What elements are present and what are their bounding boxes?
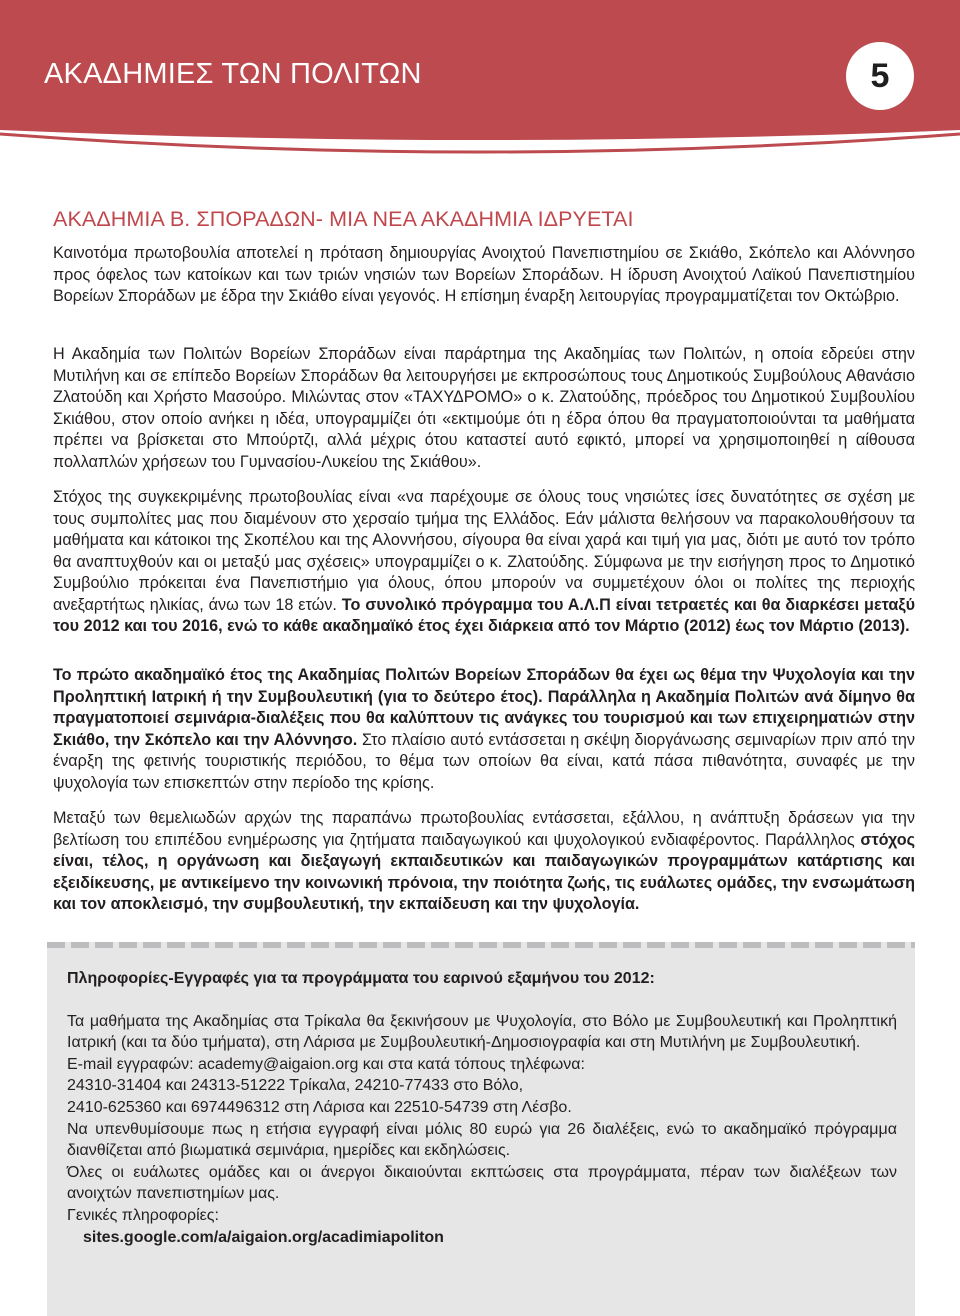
paragraph-goal [53,487,915,638]
page-header [0,0,960,156]
website-link[interactable]: sites.google.com/a/aigaion.org/acadimiapoliton [83,1228,444,1246]
article-title: ΑΚΑΔΗΜΙΑ Β. ΣΠΟΡΑΔΩΝ- ΜΙΑ ΝΕΑ ΑΚΑΔΗΜΙΑ ΙΔΡΥΕΤΑΙ [53,207,634,231]
info-heading: Πληροφορίες-Εγγραφές για τα προγράμματα του εαρινού εξαμήνου του 2012: [67,970,655,987]
info-line-general: Γενικές πληροφορίες: [67,1206,219,1224]
paragraph-first-year [53,665,915,794]
paragraph-principles [53,808,915,916]
paragraph-intro: Καινοτόμα πρωτοβουλία αποτελεί η πρόταση δημιουργίας Ανοιχτού Πανεπιστημίου σε Σκιάθο, Σκόπελο και Αλόννησο προς όφελος των κατοίκων και των τριών νησιών των Βορείων Σποράδων. Η ίδρυση Ανοιχτού Λαϊκού Πανεπιστημίου Βορείων Σποράδων με έδρα την Σκιάθο είναι γεγονός. Η επίσημη έναρξη λειτουργίας προγραμματίζεται τον Οκτώβριο. [53,244,915,305]
paragraph-principles-bold: στόχος είναι, τέλος, η οργάνωση και διεξαγωγή εκπαιδευτικών και παιδαγωγικών προγραμμάτων κατάρτισης και εξειδίκευσης, με αντικείμενο την κοινωνική πρόνοια, την ποιότητα ζωής, τις ευάλωτες ομάδες, την ενσωμάτωση και τον αποκλεισμό, την συμβουλευτική, την εκπαίδευση και την ψυχολογία. [53,830,916,913]
paragraph-academy: Η Ακαδημία των Πολιτών Βορείων Σποράδων είναι παράρτημα της Ακαδημίας των Πολιτών, η οποία εδρεύει στην Μυτιλήνη και σε επίπεδο Βορείων Σποράδων θα λειτουργήσει με εκπροσώπους τους Δημοτικούς Συμβούλους Αθανάσιο Ζλατούδη και Χρήστο Μασούρο. Μιλώντας στον «ΤΑΧΥΔΡΟΜΟ» ο κ. Ζλατούδης, πρόεδρος του Δημοτικού Συμβουλίου Σκιάθου, στον οποίο ανήκει η ιδέα, υπογραμμίζει ότι «εκτιμούμε ότι η έδρα όπου θα πραγματοποιούνται τα μαθήματα πρέπει να βρίσκεται στο Μπούρτζι, αλλά μέχρις ότου καταστεί αυτό εφικτό, μπορεί να χρησιμοποιηθεί η αίθουσα πολλαπλών χρήσεων του Γυμνασίου-Λυκείου της Σκιάθου». [53,345,915,471]
info-line-phones-2: 2410-625360 και 6974496312 στη Λάρισα και 22510-54739 στη Λέσβο. [67,1098,572,1116]
info-line-courses: Τα μαθήματα της Ακαδημίας στα Τρίκαλα θα ξεκινήσουν με Ψυχολογία, στο Βόλο με Συμβουλευτική και Προληπτική Ιατρική (και τα δύο τμήματα), στη Λάρισα με Συμβουλευτική-Δημοσιογραφία και στη Μυτιλήνη με Συμβουλευτική. [67,1012,897,1052]
info-line-phones-1: 24310-31404 και 24313-51222 Τρίκαλα, 24210-77433 στο Βόλο, [67,1077,524,1095]
info-box-content [67,968,897,1248]
info-line-email: E-mail εγγραφών: academy@aigaion.org και στα κατά τόπους τηλέφωνα: [67,1055,585,1073]
paragraph-first-year-bold: Το πρώτο ακαδημαϊκό έτος της Ακαδημίας Πολιτών Βορείων Σποράδων θα έχει ως θέμα την Ψυχολογία και την Προληπτική Ιατρική ή την Συμβουλευτική (για το δεύτερο έτος). Παράλληλα η Ακαδημία Πολιτών ανά δίμηνο θα πραγματοποιεί σεμινάρια-διαλέξεις που θα καλύπτουν τις ανάγκες του τουρισμού και των επιχειρηματιών στην Σκιάθο, την Σκόπελο και την Αλόννησο. [53,666,915,749]
page-number-badge: 5 [846,42,914,110]
paragraph-principles-text: Μεταξύ των θεμελιωδών αρχών της παραπάνω πρωτοβουλίας εντάσσεται, εξάλλου, η ανάπτυξη δράσεων για την βελτίωση του επιπέδου ενημέρωσης για ζητήματα παιδαγωγικού και ψυχολογικού ενδιαφέροντος. Παράλληλος [53,809,915,849]
paragraph-goal-text: Στόχος της συγκεκριμένης πρωτοβουλίας είναι «να παρέχουμε σε όλους τους νησιώτες ίσες δυνατότητες σε σχέση με τους συμπολίτες μας που διαμένουν στο χερσαίο τμήμα της Ελλάδος. Εάν μάλιστα θελήσουν να παρακολουθήσουν τα μαθήματα και κάτοικοι της Σκοπέλου και της Αλοννήσου, σίγουρα θα είναι χαρά και τιμή για μας, διότι με αυτό τον τρόπο θα αναπτυχθούν και οι μεταξύ μας σχέσεις» υπογραμμίζει ο κ. Ζλατούδης. Σύμφωνα με την εισήγηση προς το Δημοτικό Συμβούλιο πρόκειται ένα Πανεπιστήμιο για όλους, όπου μπορούν να συμμετέχουν όλοι οι πολίτες της περιοχής ανεξαρτήτως ηλικίας, άνω των 18 ετών. [53,488,915,614]
paragraph-first-year-text: Στο πλαίσιο αυτό εντάσσεται η σκέψη διοργάνωσης σεμιναρίων πριν από την έναρξη της φετινής τουριστικής περιόδου, το θέμα των οποίων θα είναι, κατά πάσα πιθανότητα, συναφές με την ψυχολογία των επισκεπτών στην περίοδο της κρίσης. [53,730,915,792]
paragraph-goal-bold: Το συνολικό πρόγραμμα του Α.Λ.Π είναι τετραετές και θα διαρκέσει μεταξύ του 2012 και του 2016, ενώ το κάθε ακαδημαϊκό έτος έχει διάρκεια από τον Μάρτιο (2012) έως τον Μάρτιο (2013). [53,595,915,635]
info-box [47,942,915,1316]
section-title: ΑΚΑΔΗΜΙΕΣ ΤΩΝ ΠΟΛΙΤΩΝ [44,58,422,90]
info-line-fee: Να υπενθυμίσουμε πως η ετήσια εγγραφή είναι μόλις 80 ευρώ για 26 διαλέξεις, ενώ το ακαδημαϊκό πρόγραμμα διανθίζεται από βιωματικά σεμινάρια, ημερίδες και εκδηλώσεις. [67,1120,897,1160]
info-line-discounts: Όλες οι ευάλωτες ομάδες και οι άνεργοι δικαιούνται εκπτώσεις στα προγράμματα, πέραν των διαλέξεων των ανοιχτών πανεπιστημίων μας. [67,1163,897,1203]
info-box-dashed-border [47,942,915,948]
